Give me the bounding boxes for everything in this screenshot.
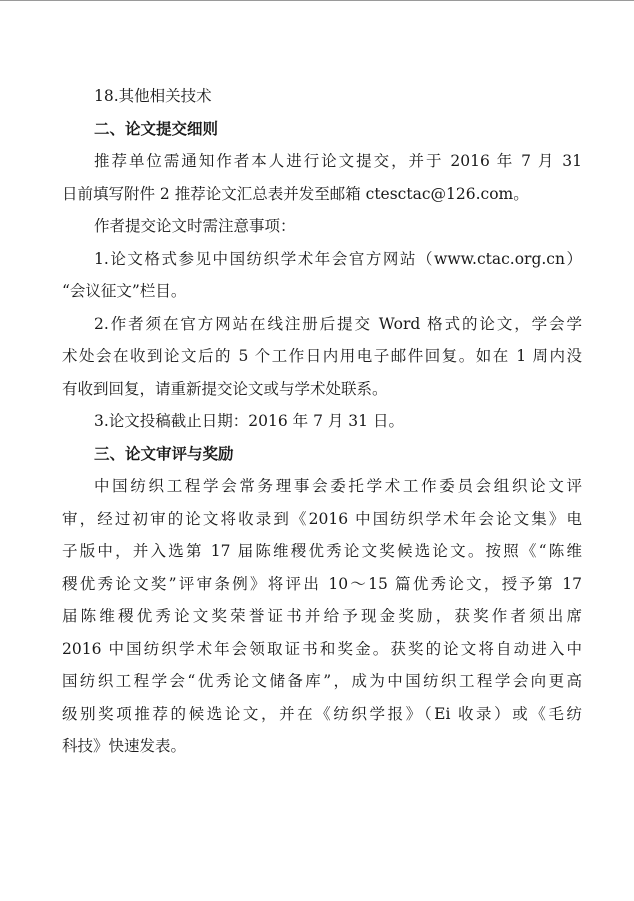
paragraph-line: 1.论文格式参见中国纺织学术年会官方网站（www.ctac.org.cn） — [94, 249, 582, 268]
document-body — [62, 80, 582, 763]
section-heading-submission: 二、论文提交细则 — [94, 119, 219, 138]
paragraph-line: 推荐单位需通知作者本人进行论文提交，并于 2016 年 7 月 31 — [94, 152, 582, 170]
paragraph-line: 中国纺织工程学会常务理事会委托学术工作委员会组织论文评 — [94, 477, 582, 495]
paragraph-line: 国纺织工程学会“优秀论文储备库”，成为中国纺织工程学会向更高 — [62, 672, 582, 690]
section-heading-review: 三、论文审评与奖励 — [94, 444, 234, 463]
paragraph-line: 日前填写附件 2 推荐论文汇总表并发至邮箱 ctesctac@126.com。 — [62, 184, 529, 203]
paragraph-line: 术处会在收到论文后的 5 个工作日内用电子邮件回复。如在 1 周内没 — [62, 347, 582, 365]
paragraph-line: “会议征文”栏目。 — [62, 282, 187, 300]
paragraph-line: 届陈维稷优秀论文奖荣誉证书并给予现金奖励，获奖作者须出席 — [62, 607, 582, 625]
top-border-line — [0, 0, 634, 1]
paragraph-line: 子版中，并入选第 17 届陈维稷优秀论文奖候选论文。按照《“陈维 — [62, 542, 582, 560]
list-item-18: 18.其他相关技术 — [94, 87, 212, 105]
paragraph-line: 2016 中国纺织学术年会领取证书和奖金。获奖的论文将自动进入中 — [62, 639, 582, 658]
paragraph-line: 作者提交论文时需注意事项： — [94, 217, 296, 235]
paragraph-line: 2.作者须在官方网站在线注册后提交 Word 格式的论文，学会学 — [94, 314, 582, 333]
paragraph-line: 审，经过初审的论文将收录到《2016 中国纺织学术年会论文集》电 — [62, 509, 582, 528]
paragraph-line: 科技》快速发表。 — [62, 737, 187, 755]
paragraph-line: 稷优秀论文奖”评审条例》将评出 10～15 篇优秀论文，授予第 17 — [62, 574, 582, 593]
paragraph-line: 3.论文投稿截止日期：2016 年 7 月 31 日。 — [94, 412, 404, 430]
paragraph-line: 级别奖项推荐的候选论文，并在《纺织学报》（Ei 收录）或《毛纺 — [62, 704, 582, 723]
paragraph-line: 有收到回复，请重新提交论文或与学术处联系。 — [62, 379, 388, 398]
